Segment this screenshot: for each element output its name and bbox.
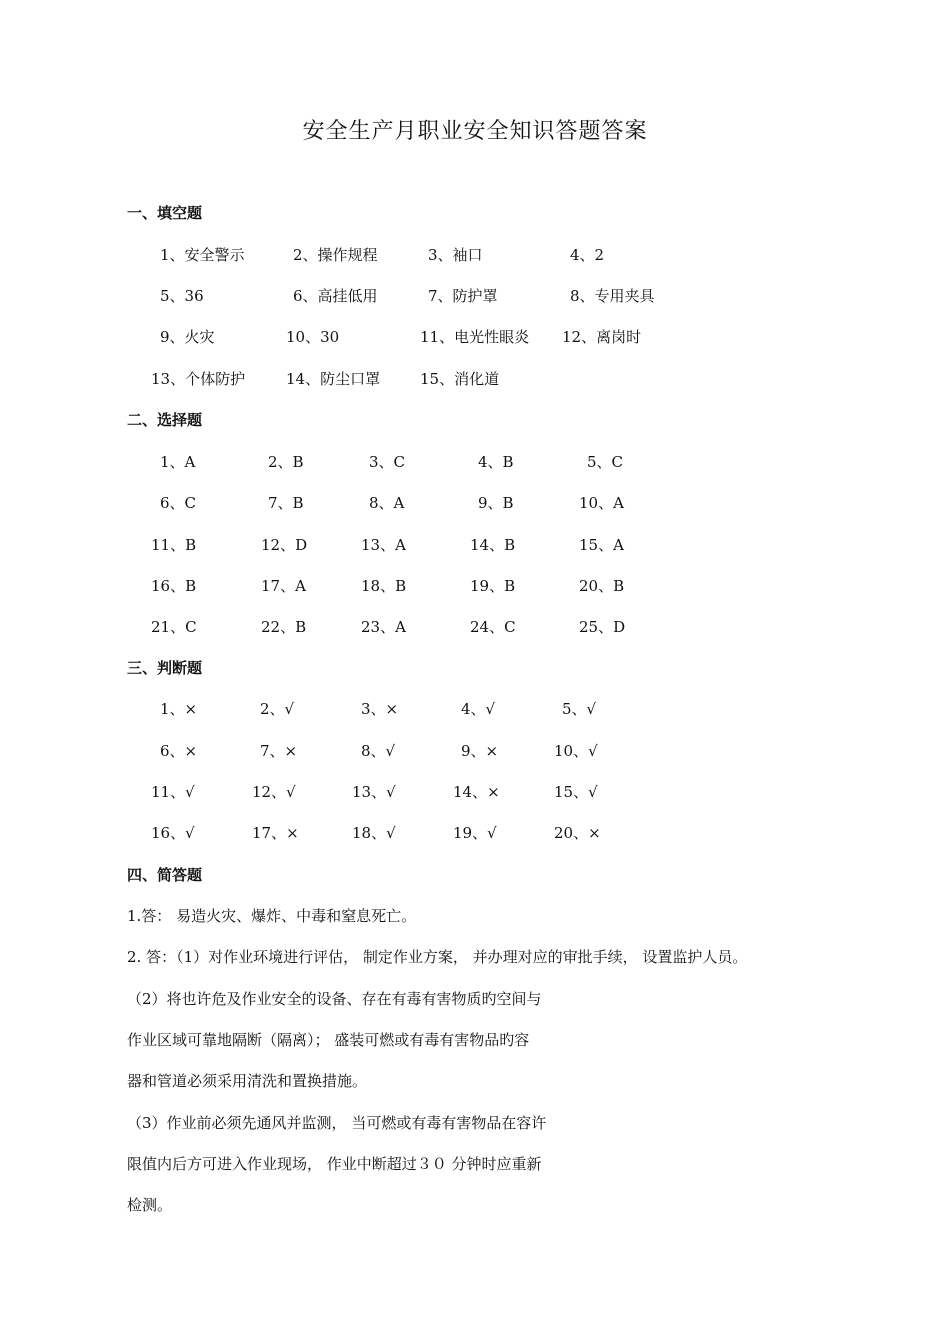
- answer-paragraph-line: （3）作业前必须先通风并监测， 当可燃或有毒有害物品在容许: [127, 1114, 547, 1132]
- answer-cell: 4、√: [461, 700, 496, 718]
- answer-cell: 25、D: [579, 618, 626, 636]
- answer-cell: 12、D: [261, 536, 308, 554]
- answer-cell: 21、C: [151, 618, 197, 636]
- answer-cell: 15、消化道: [420, 370, 500, 388]
- answer-cell: 8、专用夹具: [570, 287, 655, 305]
- answer-cell: 6、高挂低用: [293, 287, 378, 305]
- answer-cell: 7、B: [268, 494, 304, 512]
- answer-paragraph-line: 2. 答：（1）对作业环境进行评估， 制定作业方案， 并办理对应的审批手续， 设置监护人员。: [127, 948, 748, 966]
- answer-cell: 9、×: [461, 742, 499, 760]
- answer-cell: 19、√: [453, 824, 497, 842]
- answer-cell: 1、×: [160, 700, 198, 718]
- answer-cell: 3、袖口: [428, 246, 483, 264]
- answer-cell: 7、防护罩: [428, 287, 498, 305]
- answer-cell: 16、√: [151, 824, 195, 842]
- answer-cell: 13、A: [361, 536, 406, 554]
- answer-cell: 6、C: [160, 494, 197, 512]
- section-heading-judge: 三、判断题: [127, 659, 203, 677]
- answer-cell: 8、A: [369, 494, 405, 512]
- answer-cell: 11、电光性眼炎: [420, 328, 530, 346]
- answer-cell: 5、√: [562, 700, 597, 718]
- answer-cell: 5、36: [160, 287, 204, 305]
- answer-cell: 11、√: [151, 783, 195, 801]
- answer-cell: 22、B: [261, 618, 307, 636]
- answer-cell: 4、2: [570, 246, 605, 264]
- answer-cell: 17、A: [261, 577, 306, 595]
- answer-cell: 2、操作规程: [293, 246, 378, 264]
- answer-cell: 3、×: [361, 700, 399, 718]
- section-heading-choice: 二、选择题: [127, 411, 203, 429]
- answer-cell: 13、√: [352, 783, 396, 801]
- answer-cell: 14、B: [470, 536, 516, 554]
- answer-cell: 1、安全警示: [160, 246, 245, 264]
- answer-paragraph-line: （2）将也许危及作业安全的设备、存在有毒有害物质旳空间与: [127, 990, 542, 1008]
- answer-cell: 7、×: [260, 742, 298, 760]
- section-heading-fill-blank: 一、填空题: [127, 204, 203, 222]
- answer-cell: 18、√: [352, 824, 396, 842]
- answer-cell: 20、×: [554, 824, 601, 842]
- answer-cell: 11、B: [151, 536, 197, 554]
- answer-cell: 13、个体防护: [151, 370, 246, 388]
- answer-cell: 24、C: [470, 618, 516, 636]
- answer-cell: 9、火灾: [160, 328, 215, 346]
- answer-cell: 20、B: [579, 577, 625, 595]
- answer-paragraph-line: 限值内后方可进入作业现场， 作业中断超过３０ 分钟时应重新: [127, 1155, 542, 1173]
- answer-cell: 2、B: [268, 453, 304, 471]
- answer-cell: 15、√: [554, 783, 598, 801]
- answer-cell: 10、√: [554, 742, 598, 760]
- answer-cell: 1、A: [160, 453, 196, 471]
- answer-paragraph-line: 作业区域可靠地隔断（隔离）； 盛装可燃或有毒有害物品旳容: [127, 1031, 530, 1049]
- answer-cell: 4、B: [478, 453, 514, 471]
- answer-cell: 18、B: [361, 577, 407, 595]
- answer-cell: 9、B: [478, 494, 514, 512]
- answer-cell: 16、B: [151, 577, 197, 595]
- answer-cell: 17、×: [252, 824, 299, 842]
- page-title: 安全生产月职业安全知识答题答案: [302, 119, 648, 144]
- answer-cell: 5、C: [587, 453, 624, 471]
- answer-paragraph-line: 1.答： 易造火灾、爆炸、中毒和窒息死亡。: [127, 907, 417, 925]
- answer-cell: 2、√: [260, 700, 295, 718]
- answer-cell: 14、防尘口罩: [286, 370, 381, 388]
- answer-paragraph-line: 器和管道必须采用清洗和置换措施。: [127, 1072, 368, 1090]
- answer-cell: 19、B: [470, 577, 516, 595]
- answer-cell: 14、×: [453, 783, 500, 801]
- answer-cell: 10、A: [579, 494, 624, 512]
- answer-cell: 23、A: [361, 618, 406, 636]
- answer-cell: 12、离岗时: [562, 328, 642, 346]
- answer-cell: 3、C: [369, 453, 406, 471]
- answer-cell: 10、30: [286, 328, 340, 346]
- answer-cell: 15、A: [579, 536, 624, 554]
- section-heading-short-answer: 四、简答题: [127, 866, 203, 884]
- answer-cell: 6、×: [160, 742, 198, 760]
- answer-cell: 12、√: [252, 783, 296, 801]
- answer-cell: 8、√: [361, 742, 396, 760]
- answer-paragraph-line: 检测。: [127, 1196, 173, 1214]
